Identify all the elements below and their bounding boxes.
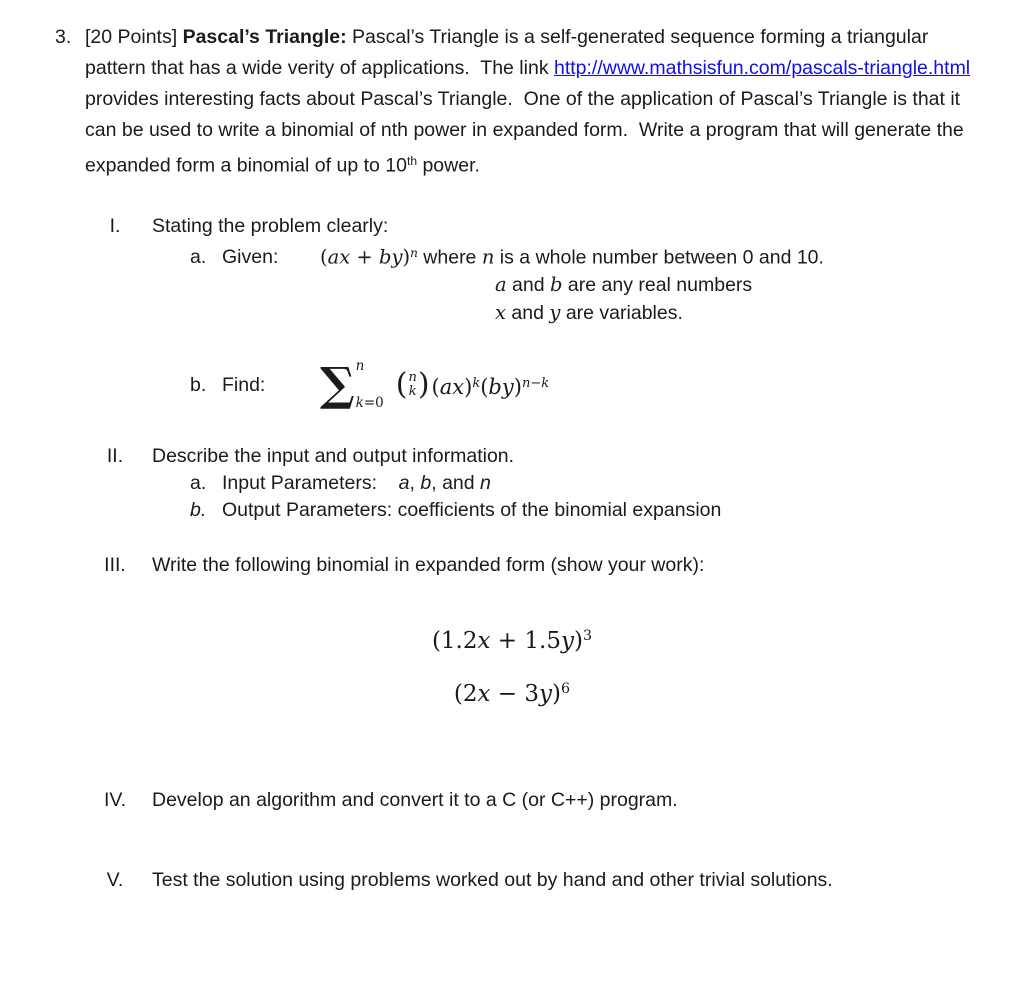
- text-run: and: [506, 274, 551, 297]
- output-parameters-marker: b.: [190, 499, 207, 522]
- sum-limits: [356, 355, 384, 415]
- text-run: n−k: [521, 375, 550, 391]
- section-i-heading: Stating the problem clearly:: [152, 214, 389, 237]
- text-run: k: [355, 395, 364, 412]
- text-run: (2: [453, 680, 478, 707]
- ordinal-superscript: th: [406, 154, 418, 168]
- text-run: are variables.: [560, 302, 683, 325]
- text-run: 3: [582, 628, 593, 645]
- section-iii-heading: Write the following binomial in expanded form (show your work):: [152, 554, 705, 577]
- item-given-key: Given:: [222, 246, 279, 269]
- problem-statement: [55, 22, 1024, 182]
- input-parameters-item: [190, 470, 1024, 497]
- binom-close-paren: ): [417, 367, 430, 403]
- binom-bottom: k: [408, 384, 417, 400]
- summation-formula: [320, 355, 549, 415]
- section-v-label: V.: [106, 868, 124, 891]
- section-v: [85, 867, 1024, 894]
- item-given-marker: a.: [190, 246, 207, 269]
- text-run: n: [481, 245, 495, 269]
- binomial-coefficient: [395, 367, 430, 403]
- sum-upper-limit: n: [355, 358, 365, 375]
- section-i-label: I.: [109, 214, 121, 237]
- text-run: =0: [363, 395, 384, 412]
- text-run: (: [431, 374, 440, 399]
- output-parameters-item: [190, 497, 1024, 524]
- binomial-example-2: [0, 674, 1024, 709]
- text-run: and: [506, 302, 550, 325]
- text-run: k: [472, 375, 481, 391]
- document-page: [0, 22, 1024, 989]
- text-run: x: [495, 301, 506, 325]
- text-run: Input Parameters:: [222, 472, 399, 495]
- points-label: [20 Points]: [85, 26, 183, 48]
- text-run: (1.2: [431, 628, 478, 655]
- text-run: y: [539, 680, 553, 707]
- text-run: y: [549, 301, 561, 325]
- text-run: b: [420, 472, 432, 495]
- text-run: n: [410, 245, 418, 260]
- text-run: by: [378, 245, 403, 269]
- text-run: n: [480, 472, 491, 495]
- text-run: x: [477, 680, 491, 707]
- problem-title: Pascal’s Triangle:: [182, 26, 353, 48]
- section-iv: [85, 787, 1024, 814]
- text-run: , and: [431, 472, 481, 495]
- section-ii: [85, 443, 1024, 470]
- given-note-1: [495, 271, 1024, 299]
- text-run: ax: [327, 245, 351, 269]
- sigma-symbol: ∑: [320, 357, 355, 412]
- text-run: a: [398, 472, 410, 495]
- problem-text: [85, 22, 977, 182]
- item-find-marker: b.: [190, 373, 207, 396]
- output-parameters-text: Output Parameters: coefficients of the binomial expansion: [222, 499, 722, 522]
- item-find: [190, 354, 1024, 416]
- text-run: (: [320, 245, 328, 269]
- text-run: ): [552, 680, 562, 707]
- text-run: +: [350, 245, 379, 269]
- text-run: ): [573, 628, 583, 655]
- text-run: ): [464, 374, 473, 399]
- section-iv-label: IV.: [103, 788, 127, 811]
- section-i: [85, 213, 1024, 240]
- section-iii: [85, 552, 1024, 579]
- given-expression: [320, 240, 824, 272]
- section-ii-label: II.: [106, 445, 124, 468]
- mathsisfun-link[interactable]: http://www.mathsisfun.com/pascals-triangle.html: [553, 57, 971, 79]
- text-run: ): [513, 374, 522, 399]
- section-iv-heading: Develop an algorithm and convert it to a C (or C++) program.: [152, 788, 678, 811]
- sum-lower-limit: [356, 389, 384, 417]
- given-note-2: [495, 299, 1024, 327]
- item-find-key: Find:: [222, 373, 266, 396]
- text-run: ,: [409, 472, 421, 495]
- section-v-heading: Test the solution using problems worked out by hand and other trivial solutions.: [152, 868, 833, 891]
- text-run: − 3: [490, 680, 540, 707]
- binom-open-paren: (: [395, 367, 408, 403]
- summation-terms: [432, 370, 550, 401]
- text-run: 6: [561, 681, 571, 698]
- intro-text-1: Pascal’s Triangle is a self-generated sequence forming a triangular pattern that has a wide verity of applications. The link: [85, 26, 929, 79]
- problem-number: 3.: [55, 26, 72, 48]
- binom-top: n: [408, 369, 417, 385]
- text-run: a: [495, 273, 507, 297]
- input-parameters-marker: a.: [190, 472, 207, 495]
- text-run: ax: [439, 374, 465, 399]
- text-run: is a whole number between 0 and 10.: [494, 246, 824, 269]
- binom-stack: [407, 371, 417, 400]
- text-run: y: [560, 628, 574, 655]
- text-run: b: [550, 273, 563, 297]
- item-given: [190, 240, 1024, 272]
- intro-text-3: power.: [417, 154, 480, 177]
- input-parameters-text: [222, 470, 491, 497]
- section-ii-heading: Describe the input and output information.: [152, 445, 515, 468]
- text-run: + 1.5: [490, 628, 561, 655]
- text-run: x: [477, 628, 491, 655]
- section-iii-label: III.: [104, 554, 126, 577]
- intro-text-2: provides interesting facts about Pascal’s Triangle. One of the application of Pascal’s Triangle is that it can be used to write a binomial of nth power in expanded form. Write a program that will generate the expanded form a binomial of up to 10: [85, 88, 964, 177]
- text-run: ): [402, 245, 411, 269]
- binomial-example-1: [0, 621, 1024, 656]
- text-run: where: [417, 246, 482, 269]
- text-run: by: [488, 374, 514, 399]
- text-run: (: [480, 374, 489, 399]
- text-run: are any real numbers: [562, 274, 753, 297]
